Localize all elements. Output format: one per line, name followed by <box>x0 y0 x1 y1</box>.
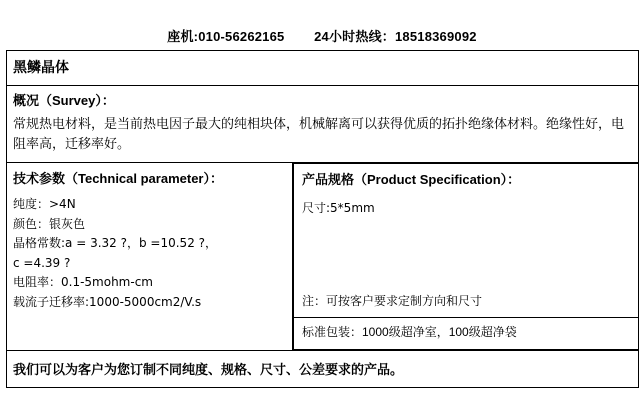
list-item: 电阻率：0.1-5mohm-cm <box>13 275 153 290</box>
list-item: c =4.39 ? <box>13 255 71 270</box>
technical-parameter-heading: 技术参数（Technical parameter）： <box>13 171 223 187</box>
table-row-footer <box>7 350 639 387</box>
technical-parameter-list <box>13 195 286 312</box>
contact-bar <box>0 26 644 45</box>
list-item: 载流子迁移率:1000-5000cm2/V.s <box>13 294 202 309</box>
list-item: 晶格常数:a = 3.32 ?，b =10.52 ?， <box>13 236 218 251</box>
table-row-product <box>294 164 639 318</box>
product-specification-heading: 产品规格（Product Specification）： <box>302 172 521 188</box>
technical-parameter-cell <box>7 163 293 350</box>
product-size: 尺寸:5*5mm <box>302 200 375 215</box>
phone-label: 座机:010-56262165 <box>167 29 285 44</box>
product-title: 黑鳞晶体 <box>7 51 639 86</box>
right-column <box>293 163 639 350</box>
footer-note: 我们可以为客户为您订制不同纯度、规格、尺寸、公差要求的产品。 <box>7 350 639 387</box>
list-item: 纯度：>4N <box>13 197 76 212</box>
right-column-table <box>293 163 639 349</box>
packaging-cell: 标准包装：1000级超净室，100级超净袋 <box>294 318 639 349</box>
list-item: 颜色：银灰色 <box>13 216 86 231</box>
hotline-label: 24小时热线：18518369092 <box>314 29 477 44</box>
survey-cell <box>7 86 639 163</box>
table-row-survey <box>7 86 639 163</box>
table-row-details <box>7 163 639 350</box>
survey-body: 常规热电材料，是当前热电因子最大的纯相块体，机械解离可以获得优质的拓扑绝缘体材料。绝缘性好，电阻率高，迁移率好。 <box>13 116 625 152</box>
survey-heading: 概况（Survey）： <box>13 93 115 108</box>
product-spec-table <box>6 50 639 388</box>
table-row-title <box>7 51 639 86</box>
product-note: 注：可按客户要求定制方向和尺寸 <box>302 294 483 309</box>
table-row-packaging <box>294 318 639 349</box>
product-specification-cell <box>294 164 639 318</box>
